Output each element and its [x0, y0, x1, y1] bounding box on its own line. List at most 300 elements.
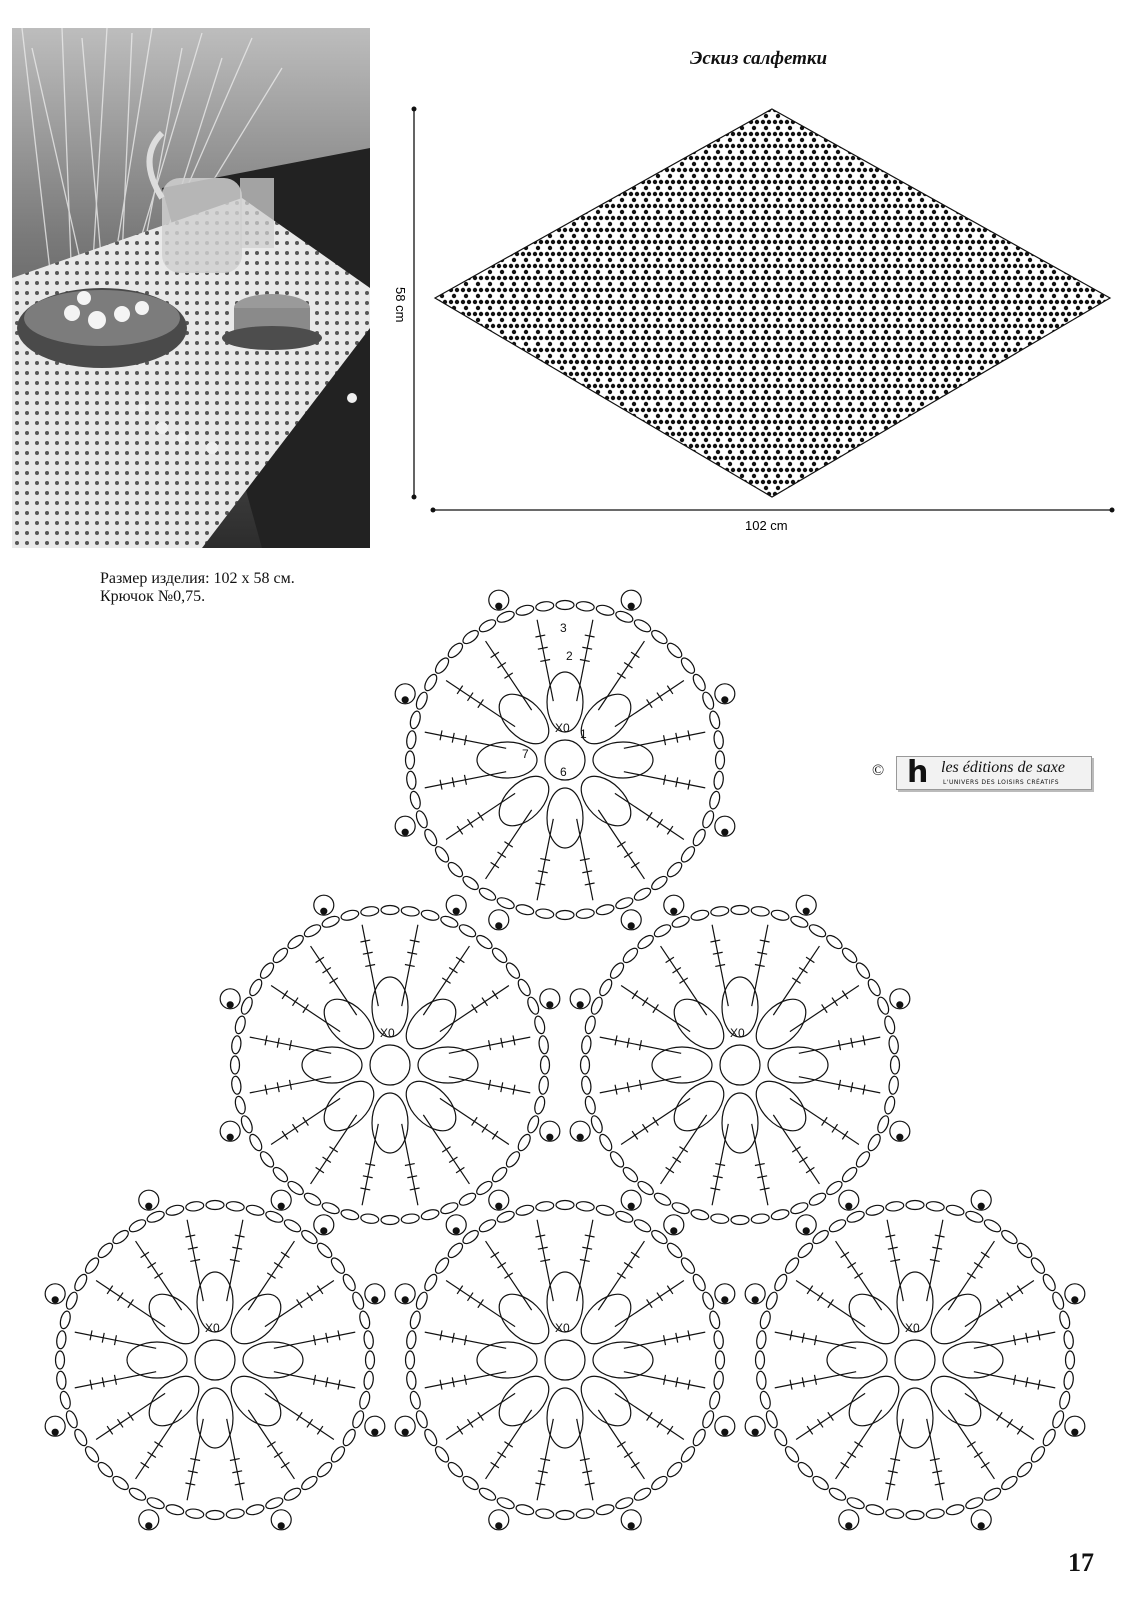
chain-stitch	[556, 1201, 574, 1210]
stitch-tick	[848, 1452, 856, 1458]
chain-stitch	[708, 710, 721, 730]
chain-stitch	[56, 1330, 67, 1349]
chain-stitch	[264, 1209, 284, 1224]
stitch-tick	[666, 957, 674, 963]
chain-stitch	[614, 896, 634, 911]
round-number: 3	[560, 621, 567, 635]
stitch-tick	[666, 1167, 674, 1173]
chain-stitch	[302, 922, 322, 939]
petal-loop	[372, 1093, 408, 1153]
picot-dot	[671, 908, 677, 914]
chain-stitch	[621, 1165, 640, 1184]
chain-stitch	[406, 730, 417, 749]
chain-stitch	[461, 1474, 481, 1492]
chain-stitch	[406, 751, 415, 769]
chain-stitch	[840, 946, 859, 965]
sketch-rhombus	[435, 109, 1110, 497]
stitch-tick	[1007, 1419, 1013, 1427]
petal-loop	[652, 1047, 712, 1083]
chain-stitch	[614, 609, 634, 624]
chain-stitch	[406, 1351, 415, 1369]
chain-stitch	[406, 771, 417, 790]
chain-stitch	[83, 1444, 101, 1464]
chain-stitch	[597, 1132, 614, 1152]
stitch-tick	[498, 852, 506, 858]
chain-stitch	[636, 933, 656, 951]
chain-stitch	[796, 1241, 815, 1260]
motif-6	[745, 1190, 1085, 1530]
chain-stitch	[329, 1256, 347, 1276]
chain-stitch	[679, 1256, 697, 1276]
stitch-tick	[653, 1117, 659, 1125]
stitch-tick	[981, 1252, 989, 1258]
chain-stitch	[906, 1511, 924, 1520]
publisher-logo-mark: h	[907, 755, 929, 790]
chain-stitch	[1066, 1351, 1075, 1369]
stitch-tick	[442, 978, 450, 984]
stitch-tick	[457, 686, 463, 694]
stitch-tick	[657, 1293, 663, 1301]
stitch-tick	[799, 1157, 807, 1163]
chain-stitch	[556, 1511, 574, 1520]
stitch-tick	[329, 1147, 337, 1153]
chain-stitch	[632, 886, 652, 903]
petal-loop	[197, 1388, 233, 1448]
chain-stitch	[584, 1015, 597, 1035]
chain-stitch	[433, 1256, 451, 1276]
chain-stitch	[146, 1496, 166, 1511]
chain-stitch	[713, 1330, 724, 1349]
stitch-tick	[297, 1412, 303, 1420]
stitch-tick	[792, 978, 800, 984]
stitch-tick	[642, 1124, 648, 1132]
petal-loop	[827, 1342, 887, 1378]
stitch-tick	[329, 978, 337, 984]
chain-stitch	[358, 1310, 371, 1330]
stitch-tick	[647, 1412, 653, 1420]
stitch-tick	[631, 862, 639, 868]
chain-stitch	[206, 1201, 224, 1210]
chain-stitch	[865, 1204, 885, 1217]
chain-stitch	[764, 1291, 779, 1311]
chain-stitch	[239, 996, 254, 1016]
stitch-tick	[467, 1293, 473, 1301]
chain-stitch	[341, 1427, 358, 1447]
chain-stitch	[533, 1095, 546, 1115]
center-ring	[370, 1045, 410, 1085]
chain-stitch	[422, 1427, 439, 1447]
petal-loop	[897, 1388, 933, 1448]
stitch-tick	[841, 1252, 849, 1258]
chain-stitch	[321, 1201, 341, 1216]
stitch-tick	[624, 662, 632, 668]
stitch-tick	[498, 1262, 506, 1268]
stitch-tick	[457, 1286, 463, 1294]
stitch-tick	[1017, 1426, 1023, 1434]
chain-stitch	[329, 1444, 347, 1464]
chain-stitch	[206, 1511, 224, 1520]
picot-dot	[146, 1523, 152, 1529]
motif-5	[395, 1190, 735, 1530]
stitch-tick	[482, 1124, 488, 1132]
petal-loop	[547, 788, 583, 848]
picot-dot	[897, 1002, 903, 1008]
chain-stitch	[496, 1496, 516, 1511]
stitch-tick	[467, 693, 473, 701]
stitch-tick	[997, 1299, 1003, 1307]
hook-line: Крючок №0,75.	[100, 588, 206, 605]
chain-stitch	[665, 1241, 684, 1260]
chain-stitch	[496, 609, 516, 624]
chain-stitch	[165, 1204, 185, 1217]
chain-stitch	[340, 909, 360, 922]
stitch-tick	[806, 957, 814, 963]
chain-stitch	[1041, 1427, 1058, 1447]
crochet-chart	[0, 590, 1143, 1550]
stitch-tick	[967, 1442, 975, 1448]
stitch-tick	[631, 1252, 639, 1258]
height-label: 58 cm	[393, 287, 408, 323]
picot-dot	[846, 1203, 852, 1209]
motif-1	[395, 590, 735, 930]
stitch-tick	[504, 673, 512, 679]
chain-stitch	[360, 1213, 379, 1224]
chain-stitch	[111, 1228, 131, 1246]
chain-stitch	[239, 1114, 254, 1134]
stitch-tick	[624, 1452, 632, 1458]
chain-stitch	[422, 672, 439, 692]
sketch-title: Эскиз салфетки	[690, 48, 828, 69]
petal-loop	[243, 1342, 303, 1378]
center-label: X0	[555, 721, 570, 735]
stitch-tick	[498, 662, 506, 668]
chain-stitch	[751, 1213, 770, 1224]
chain-stitch	[796, 1460, 815, 1479]
chain-stitch	[710, 1213, 729, 1224]
chain-stitch	[245, 1204, 265, 1217]
chain-stitch	[716, 1351, 725, 1369]
stitch-tick	[478, 1412, 484, 1420]
chain-stitch	[731, 1216, 749, 1225]
chain-stitch	[964, 1496, 984, 1511]
stitch-tick	[478, 1299, 484, 1307]
stitch-tick	[667, 1426, 673, 1434]
stitch-tick	[854, 1442, 862, 1448]
chain-stitch	[286, 933, 306, 951]
stitch-tick	[274, 1452, 282, 1458]
chain-stitch	[854, 961, 872, 981]
chain-stitch	[1063, 1330, 1074, 1349]
chain-stitch	[1058, 1310, 1071, 1330]
picot-dot	[321, 908, 327, 914]
stitch-tick	[317, 1286, 323, 1294]
chain-stitch	[533, 1015, 546, 1035]
center-label: X0	[555, 1321, 570, 1335]
chain-stitch	[111, 1474, 131, 1492]
stitch-tick	[281, 1252, 289, 1258]
chain-stitch	[701, 809, 716, 829]
picot-dot	[402, 697, 408, 703]
stitch-tick	[492, 991, 498, 999]
chain-stitch	[713, 730, 724, 749]
chain-stitch	[701, 1409, 716, 1429]
stitch-tick	[632, 991, 638, 999]
chain-stitch	[652, 922, 672, 939]
picot-dot	[978, 1203, 984, 1209]
center-ring	[195, 1340, 235, 1380]
stitch-tick	[478, 812, 484, 820]
petal-loop	[593, 742, 653, 778]
stitch-tick	[478, 699, 484, 707]
center-ring	[895, 1340, 935, 1380]
chain-stitch	[127, 1217, 147, 1234]
chain-stitch	[526, 1114, 541, 1134]
chain-stitch	[827, 1217, 847, 1234]
chain-stitch	[477, 886, 497, 903]
stitch-tick	[679, 978, 687, 984]
chain-stitch	[420, 909, 440, 922]
stitch-tick	[316, 957, 324, 963]
picot-dot	[752, 1297, 758, 1303]
stitch-tick	[617, 673, 625, 679]
stitch-tick	[128, 1299, 134, 1307]
chain-stitch	[691, 1272, 708, 1292]
stitch-tick	[442, 1147, 450, 1153]
stitch-tick	[842, 991, 848, 999]
petal-loop	[943, 1342, 1003, 1378]
chain-stitch	[999, 1474, 1019, 1492]
stitch-tick	[617, 1442, 625, 1448]
chain-stitch	[888, 1035, 899, 1054]
chain-stitch	[891, 1056, 900, 1074]
chain-stitch	[885, 1201, 904, 1212]
product-photo	[12, 28, 370, 548]
chain-stitch	[422, 1272, 439, 1292]
stitch-tick	[841, 1462, 849, 1468]
chain-stitch	[504, 961, 522, 981]
center-ring	[545, 1340, 585, 1380]
chain-stitch	[526, 996, 541, 1016]
chain-stitch	[807, 1191, 827, 1208]
chain-stitch	[496, 1209, 516, 1224]
chain-stitch	[64, 1291, 79, 1311]
chain-stitch	[632, 1217, 652, 1234]
stitch-tick	[1017, 1286, 1023, 1294]
chain-stitch	[595, 903, 615, 916]
stitch-tick	[617, 842, 625, 848]
chain-stitch	[496, 896, 516, 911]
picot-dot	[402, 1297, 408, 1303]
chain-stitch	[409, 1390, 422, 1410]
chain-stitch	[751, 906, 770, 917]
chain-stitch	[665, 641, 684, 660]
stitch-tick	[642, 998, 648, 1006]
chain-stitch	[247, 977, 264, 997]
chain-stitch	[701, 691, 716, 711]
chain-stitch	[245, 1503, 265, 1516]
center-label: X0	[905, 1321, 920, 1335]
chain-stitch	[302, 1191, 322, 1208]
width-label: 102 cm	[745, 518, 788, 533]
chain-stitch	[433, 1444, 451, 1464]
chain-stitch	[433, 844, 451, 864]
chain-stitch	[783, 1444, 801, 1464]
stitch-tick	[632, 1131, 638, 1139]
chain-stitch	[538, 1035, 549, 1054]
picot-dot	[453, 1228, 459, 1234]
stitch-tick	[792, 1147, 800, 1153]
chain-stitch	[665, 860, 684, 879]
chain-stitch	[671, 914, 691, 929]
chain-stitch	[885, 1508, 904, 1519]
picot-dot	[628, 603, 634, 609]
chain-stitch	[226, 1508, 245, 1519]
stitch-tick	[456, 957, 464, 963]
petal-loop	[593, 1342, 653, 1378]
chain-stitch	[56, 1371, 67, 1390]
chain-stitch	[72, 1272, 89, 1292]
chain-stitch	[770, 909, 790, 922]
chain-stitch	[72, 1427, 89, 1447]
stitch-tick	[504, 842, 512, 848]
stitch-tick	[848, 1262, 856, 1268]
picot-dot	[897, 1134, 903, 1140]
stitch-tick	[667, 826, 673, 834]
chain-stitch	[409, 710, 422, 730]
stitch-tick	[504, 1273, 512, 1279]
chain-stitch	[96, 1241, 115, 1260]
stitch-tick	[822, 1004, 828, 1012]
stitch-tick	[667, 686, 673, 694]
chain-stitch	[691, 672, 708, 692]
publisher-tagline: L'UNIVERS DES LOISIRS CRÉATIFS	[943, 779, 1060, 786]
chain-stitch	[589, 1114, 604, 1134]
picot-dot	[722, 1297, 728, 1303]
stitch-tick	[673, 967, 681, 973]
chain-stitch	[185, 1201, 204, 1212]
round-number: 7	[522, 747, 529, 761]
stitch-tick	[799, 967, 807, 973]
chain-stitch	[789, 1201, 809, 1216]
stitch-tick	[141, 1462, 149, 1468]
chain-stitch	[649, 1474, 669, 1492]
chain-stitch	[581, 1076, 592, 1095]
motif-2	[220, 895, 560, 1235]
chain-stitch	[231, 1056, 240, 1074]
chain-stitch	[474, 933, 494, 951]
stitch-tick	[281, 1462, 289, 1468]
chain-stitch	[945, 1503, 965, 1516]
chain-stitch	[652, 1191, 672, 1208]
picot-dot	[722, 697, 728, 703]
stitch-tick	[807, 1286, 813, 1294]
picot-dot	[803, 1228, 809, 1234]
chain-stitch	[595, 1204, 615, 1217]
chain-stitch	[556, 601, 574, 610]
chain-stitch	[1058, 1390, 1071, 1410]
chain-stitch	[271, 1165, 290, 1184]
picot-dot	[846, 1523, 852, 1529]
chain-stitch	[589, 996, 604, 1016]
chain-stitch	[146, 1209, 166, 1224]
chain-stitch	[282, 1217, 302, 1234]
stitch-tick	[828, 1299, 834, 1307]
stitch-tick	[832, 1124, 838, 1132]
chain-stitch	[401, 906, 420, 917]
stitch-tick	[832, 998, 838, 1006]
chain-stitch	[713, 771, 724, 790]
stitch-tick	[117, 1293, 123, 1301]
stitch-tick	[974, 1262, 982, 1268]
round-number: 2	[566, 649, 573, 663]
chain-stitch	[691, 827, 708, 847]
chain-stitch	[964, 1209, 984, 1224]
chain-stitch	[535, 601, 554, 612]
chain-stitch	[247, 1132, 264, 1152]
stitch-tick	[617, 1273, 625, 1279]
chain-stitch	[581, 1056, 590, 1074]
chain-stitch	[541, 1056, 550, 1074]
chain-stitch	[234, 1015, 247, 1035]
chain-stitch	[926, 1508, 945, 1519]
chain-stitch	[1051, 1291, 1066, 1311]
chain-stitch	[461, 628, 481, 646]
chain-stitch	[679, 656, 697, 676]
picot-dot	[671, 1228, 677, 1234]
chain-stitch	[515, 1204, 535, 1217]
chain-stitch	[358, 1390, 371, 1410]
chain-stitch	[708, 1310, 721, 1330]
chain-stitch	[982, 1486, 1002, 1503]
chain-stitch	[759, 1310, 772, 1330]
chain-stitch	[446, 860, 465, 879]
stitch-tick	[807, 1426, 813, 1434]
chain-stitch	[231, 1076, 242, 1095]
chain-stitch	[945, 1204, 965, 1217]
picot-dot	[577, 1002, 583, 1008]
chain-stitch	[516, 977, 533, 997]
chain-stitch	[315, 1460, 334, 1479]
chain-stitch	[576, 1508, 595, 1519]
picot-dot	[496, 923, 502, 929]
center-label: X0	[730, 1026, 745, 1040]
picot-dot	[402, 829, 408, 835]
chain-stitch	[457, 1191, 477, 1208]
picot-dot	[628, 923, 634, 929]
picot-dot	[52, 1429, 58, 1435]
chain-stitch	[827, 1486, 847, 1503]
stitch-tick	[817, 1419, 823, 1427]
picot-dot	[1072, 1429, 1078, 1435]
chain-stitch	[341, 1272, 358, 1292]
chain-stitch	[315, 1241, 334, 1260]
stitch-tick	[274, 1262, 282, 1268]
stitch-tick	[657, 1419, 663, 1427]
stitch-tick	[141, 1252, 149, 1258]
petal-loop	[722, 1093, 758, 1153]
picot-dot	[722, 1429, 728, 1435]
stitch-tick	[667, 1286, 673, 1294]
stitch-tick	[1007, 1293, 1013, 1301]
stitch-tick	[657, 819, 663, 827]
picot-dot	[978, 1523, 984, 1529]
stitch-tick	[107, 1286, 113, 1294]
chain-stitch	[409, 1310, 422, 1330]
chain-stitch	[581, 1035, 592, 1054]
chain-stitch	[556, 911, 574, 920]
chain-stitch	[576, 1201, 595, 1212]
picot-dot	[372, 1429, 378, 1435]
